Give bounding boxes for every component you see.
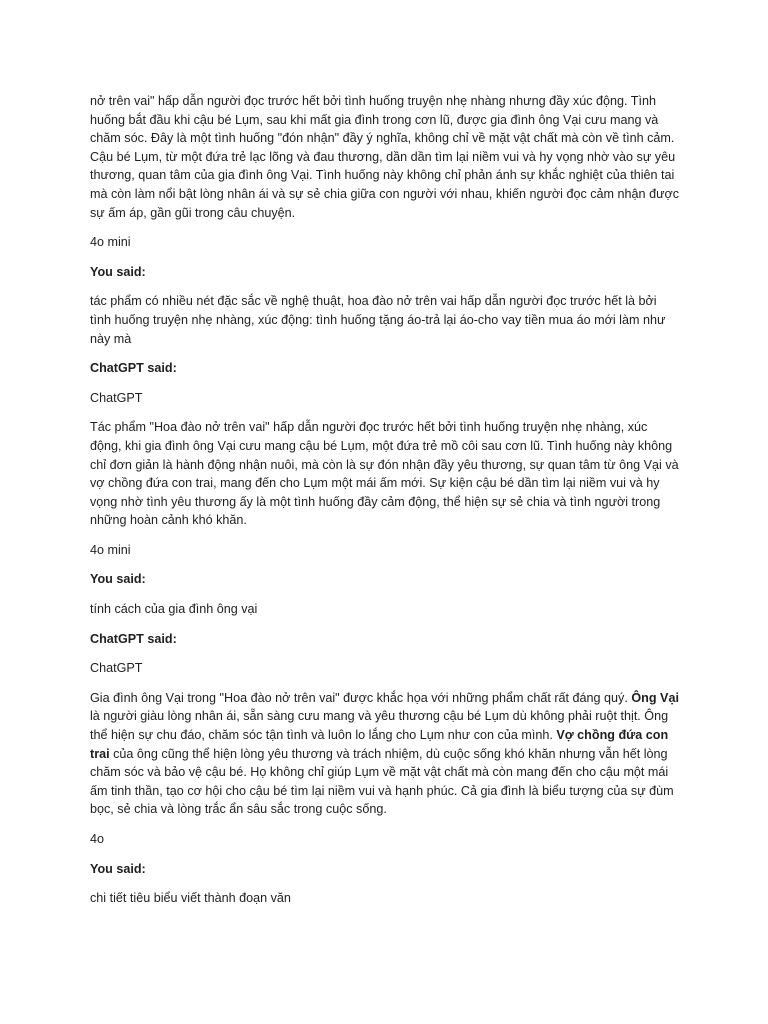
speaker-label-assistant: ChatGPT said: (90, 361, 177, 376)
assistant-name-tag: ChatGPT (90, 661, 143, 676)
user-message: tính cách của gia đình ông vại (90, 602, 258, 617)
speaker-label-user: You said: (90, 572, 146, 587)
model-tag: 4o mini (90, 542, 131, 557)
assistant-reply-paragraph: Tác phẩm "Hoa đào nở trên vai" hấp dẫn người đọc trước hết bởi tình huống truyện nhẹ nhàng, xúc động, khi gia đình ông Vại cưu mang cậu bé Lụm, một đứa trẻ mồ côi sau cơn lũ. Tình huống này không chỉ đơn giản là hành động nhận nuôi, mà còn là sự đón nhận đầy yêu thương, sự quan tâm từ ông Vại và vợ chồng đứa con trai, mang đến cho Lụm một mái ấm mới. Sự kiện cậu bé dần tìm lại niềm vui và hy vọng nhờ tình yêu thương ấy là một tình huống đầy cảm động, thể hiện sự sẻ chia và tình người trong những hoàn cảnh khó khăn. (90, 420, 679, 528)
assistant-reply-paragraph: nở trên vai" hấp dẫn người đọc trước hết bởi tình huống truyện nhẹ nhàng nhưng đầy xúc động. Tình huống bắt đầu khi cậu bé Lụm, sau khi mất gia đình trong cơn lũ, được gia đình ông Vại cưu mang và chăm sóc. Đây là một tình huống "đón nhận" đầy ý nghĩa, không chỉ về mặt vật chất mà còn về tình cảm. Cậu bé Lụm, từ một đứa trẻ lạc lõng và đau thương, dần dần tìm lại niềm vui và hy vọng nhờ vào sự yêu thương, quan tâm của gia đình ông Vại. Tình huống này không chỉ phản ánh sự khắc nghiệt của thiên tai mà còn làm nổi bật lòng nhân ái và sự sẻ chia giữa con người với nhau, khiến người đọc cảm nhận được sự ấm áp, gần gũi trong câu chuyện. (90, 94, 680, 220)
user-message: tác phẩm có nhiều nét đặc sắc về nghệ thuật, hoa đào nở trên vai hấp dẫn người đọc trước hết là bởi tình huống truyện nhẹ nhàng, xúc động: tình huống tặng áo-trả lại áo-cho vay tiền mua áo mới làm như này mà (90, 294, 666, 346)
reply-segment: của ông cũng thể hiện lòng yêu thương và trách nhiệm, dù cuộc sống khó khăn nhưng vẫn hết lòng chăm sóc và bảo vệ cậu bé. Họ không chỉ giúp Lụm về mặt vật chất mà còn mang đến cho cậu một mái ấm tinh thần, tạo cơ hội cho cậu bé tìm lại niềm vui và hạnh phúc. Cả gia đình là biểu tượng của sự đùm bọc, sẻ chia và lòng trắc ẩn sâu sắc trong cuộc sống. (90, 746, 674, 817)
assistant-name-tag: ChatGPT (90, 390, 143, 405)
user-message: chi tiết tiêu biểu viết thành đoạn văn (90, 891, 291, 906)
reply-segment: Gia đình ông Vại trong "Hoa đào nở trên vai" được khắc họa với những phẩm chất rất đáng quý. (90, 690, 632, 705)
chat-transcript-page (90, 92, 680, 919)
speaker-label-assistant: ChatGPT said: (90, 631, 177, 646)
reply-bold-segment: Ông Vại (631, 690, 679, 705)
speaker-label-user: You said: (90, 264, 146, 279)
model-tag: 4o (90, 832, 105, 846)
model-tag: 4o mini (90, 235, 131, 250)
assistant-reply-rich-paragraph (90, 689, 680, 819)
speaker-label-user: You said: (90, 861, 146, 876)
reply-bold-segment: Vợ chồng đứa con trai (90, 728, 669, 761)
reply-segment: là người giàu lòng nhân ái, sẵn sàng cưu mang và yêu thương cậu bé Lụm dù không phải ruột thịt. Ông thể hiện sự chu đáo, chăm sóc tận tình và luôn lo lắng cho Lụm như con của mình. (90, 709, 669, 743)
